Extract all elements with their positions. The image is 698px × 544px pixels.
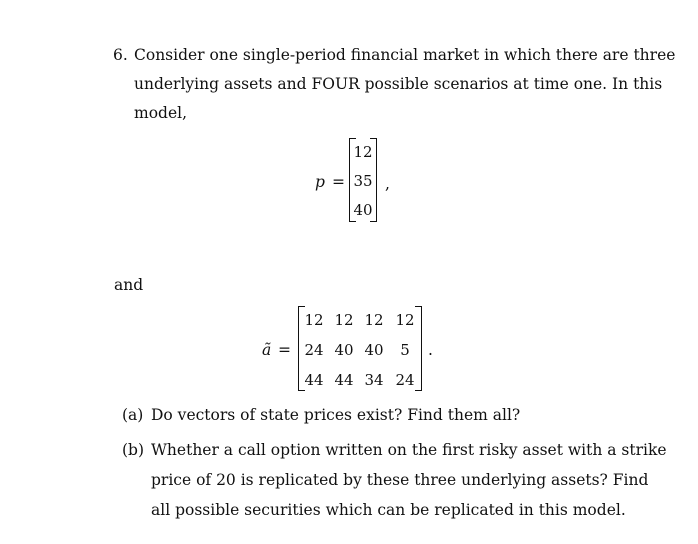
part-b-text: Whether a call option written on the first risky asset with a strike [151,441,667,459]
matrix-a-cell: 44 [334,371,354,389]
part-a-text: Do vectors of state prices exist? Find them all? [151,406,521,424]
problem-intro-line: model, [134,104,188,122]
matrix-a [298,306,422,391]
matrix-a-cell: 12 [364,311,384,329]
part-b-marker: (b) [122,441,145,459]
problem-intro-line: Consider one single-period financial market in which there are three [134,46,676,64]
part-a-marker: (a) [122,406,144,424]
vector-p-trailing: , [385,175,390,193]
matrix-a-cell: 5 [400,341,410,359]
vector-p-entry: 40 [353,201,373,219]
matrix-a-cell: 40 [364,341,384,359]
matrix-a-cell: 12 [304,311,324,329]
matrix-a-cell: 24 [395,371,415,389]
matrix-a-cell: 34 [364,371,384,389]
problem-intro-line: underlying assets and FOUR possible scenarios at time one. In this [134,75,663,93]
problem-number: 6. [113,46,128,64]
vector-p-label: p [315,173,325,191]
matrix-a-cell: 44 [304,371,324,389]
matrix-a-cell: 24 [304,341,324,359]
part-b-text: price of 20 is replicated by these three underlying assets? Find [151,471,649,489]
matrix-a-cell: 12 [395,311,415,329]
matrix-a-cell: 40 [334,341,354,359]
part-b-text: all possible securities which can be replicated in this model. [151,501,626,519]
matrix-a-label: ã [262,341,272,359]
matrix-a-equals: = [278,341,291,359]
vector-p-entry: 35 [353,172,373,190]
matrix-a-cell: 12 [334,311,354,329]
vector-p-equals: = [332,173,345,191]
vector-p [349,138,377,222]
and-text: and [114,276,144,294]
matrix-a-trailing: . [428,341,433,359]
vector-p-entry: 12 [353,143,373,161]
